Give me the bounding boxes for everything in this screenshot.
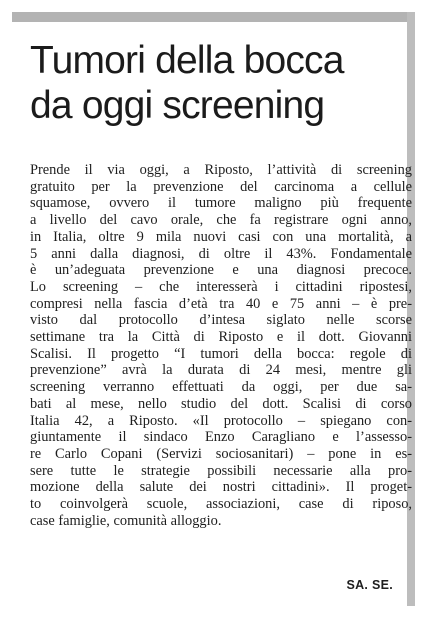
body-line: mozione della salute dei nostri cittadini». Il proget- [30, 479, 412, 496]
headline-line: Tumori della bocca [30, 39, 344, 82]
body-line: screening verranno effettuati da oggi, per due sa- [30, 379, 412, 396]
body-line: case famiglie, comunità alloggio. [30, 512, 222, 529]
newspaper-clipping [12, 12, 415, 606]
body-line: Lo screening – che interesserà i cittadini ripostesi, [30, 278, 412, 295]
body-line: in Italia, oltre 9 mila nuovi casi con una mortalità, a [30, 228, 412, 245]
body-line: Scalisi. Il progetto “I tumori della bocca: regole di [30, 345, 412, 362]
author-byline: SA. SE. [346, 578, 393, 592]
body-line: prevenzione” avrà la durata di 24 mesi, mentre gli [30, 362, 412, 379]
body-line: squamose, ovvero il tumore maligno più frequente [30, 195, 412, 212]
body-line: è un’adeguata prevenzione e una diagnosi precoce. [30, 262, 412, 279]
article-body [30, 162, 412, 529]
body-line: bati al mese, nello studio del dott. Scalisi di corso [30, 395, 412, 412]
body-line: Prende il via oggi, a Riposto, l’attività di screening [30, 162, 412, 178]
body-line: gratuito per la prevenzione del carcinoma a cellule [30, 178, 412, 195]
body-line: a livello del cavo orale, che fa registrare ogni anno, [30, 212, 412, 229]
body-line: to coinvolgerà scuole, associazioni, case di riposo, [30, 496, 412, 513]
body-line: visto dal protocollo d’intesa siglato nelle scorse [30, 312, 412, 329]
headline [30, 38, 400, 128]
body-line: sere tutte le strategie possibili necessarie alla pro- [30, 462, 412, 479]
body-line: 5 anni dalla diagnosi, di oltre il 43%. Fondamentale [30, 245, 412, 262]
body-line: compresi nella fascia d’età tra 40 e 75 anni – è pre- [30, 295, 412, 312]
body-line: re Carlo Copani (Servizi sociosanitari) – pone in es- [30, 445, 412, 462]
body-line: settimane tra la Città di Riposto e il dott. Giovanni [30, 329, 412, 346]
headline-line: da oggi screening [30, 84, 325, 127]
body-line: giuntamente il sindaco Enzo Caragliano e l’assesso- [30, 429, 412, 446]
top-rule [12, 12, 415, 22]
body-line: Italia 42, a Riposto. «Il protocollo – spiegano con- [30, 412, 412, 429]
